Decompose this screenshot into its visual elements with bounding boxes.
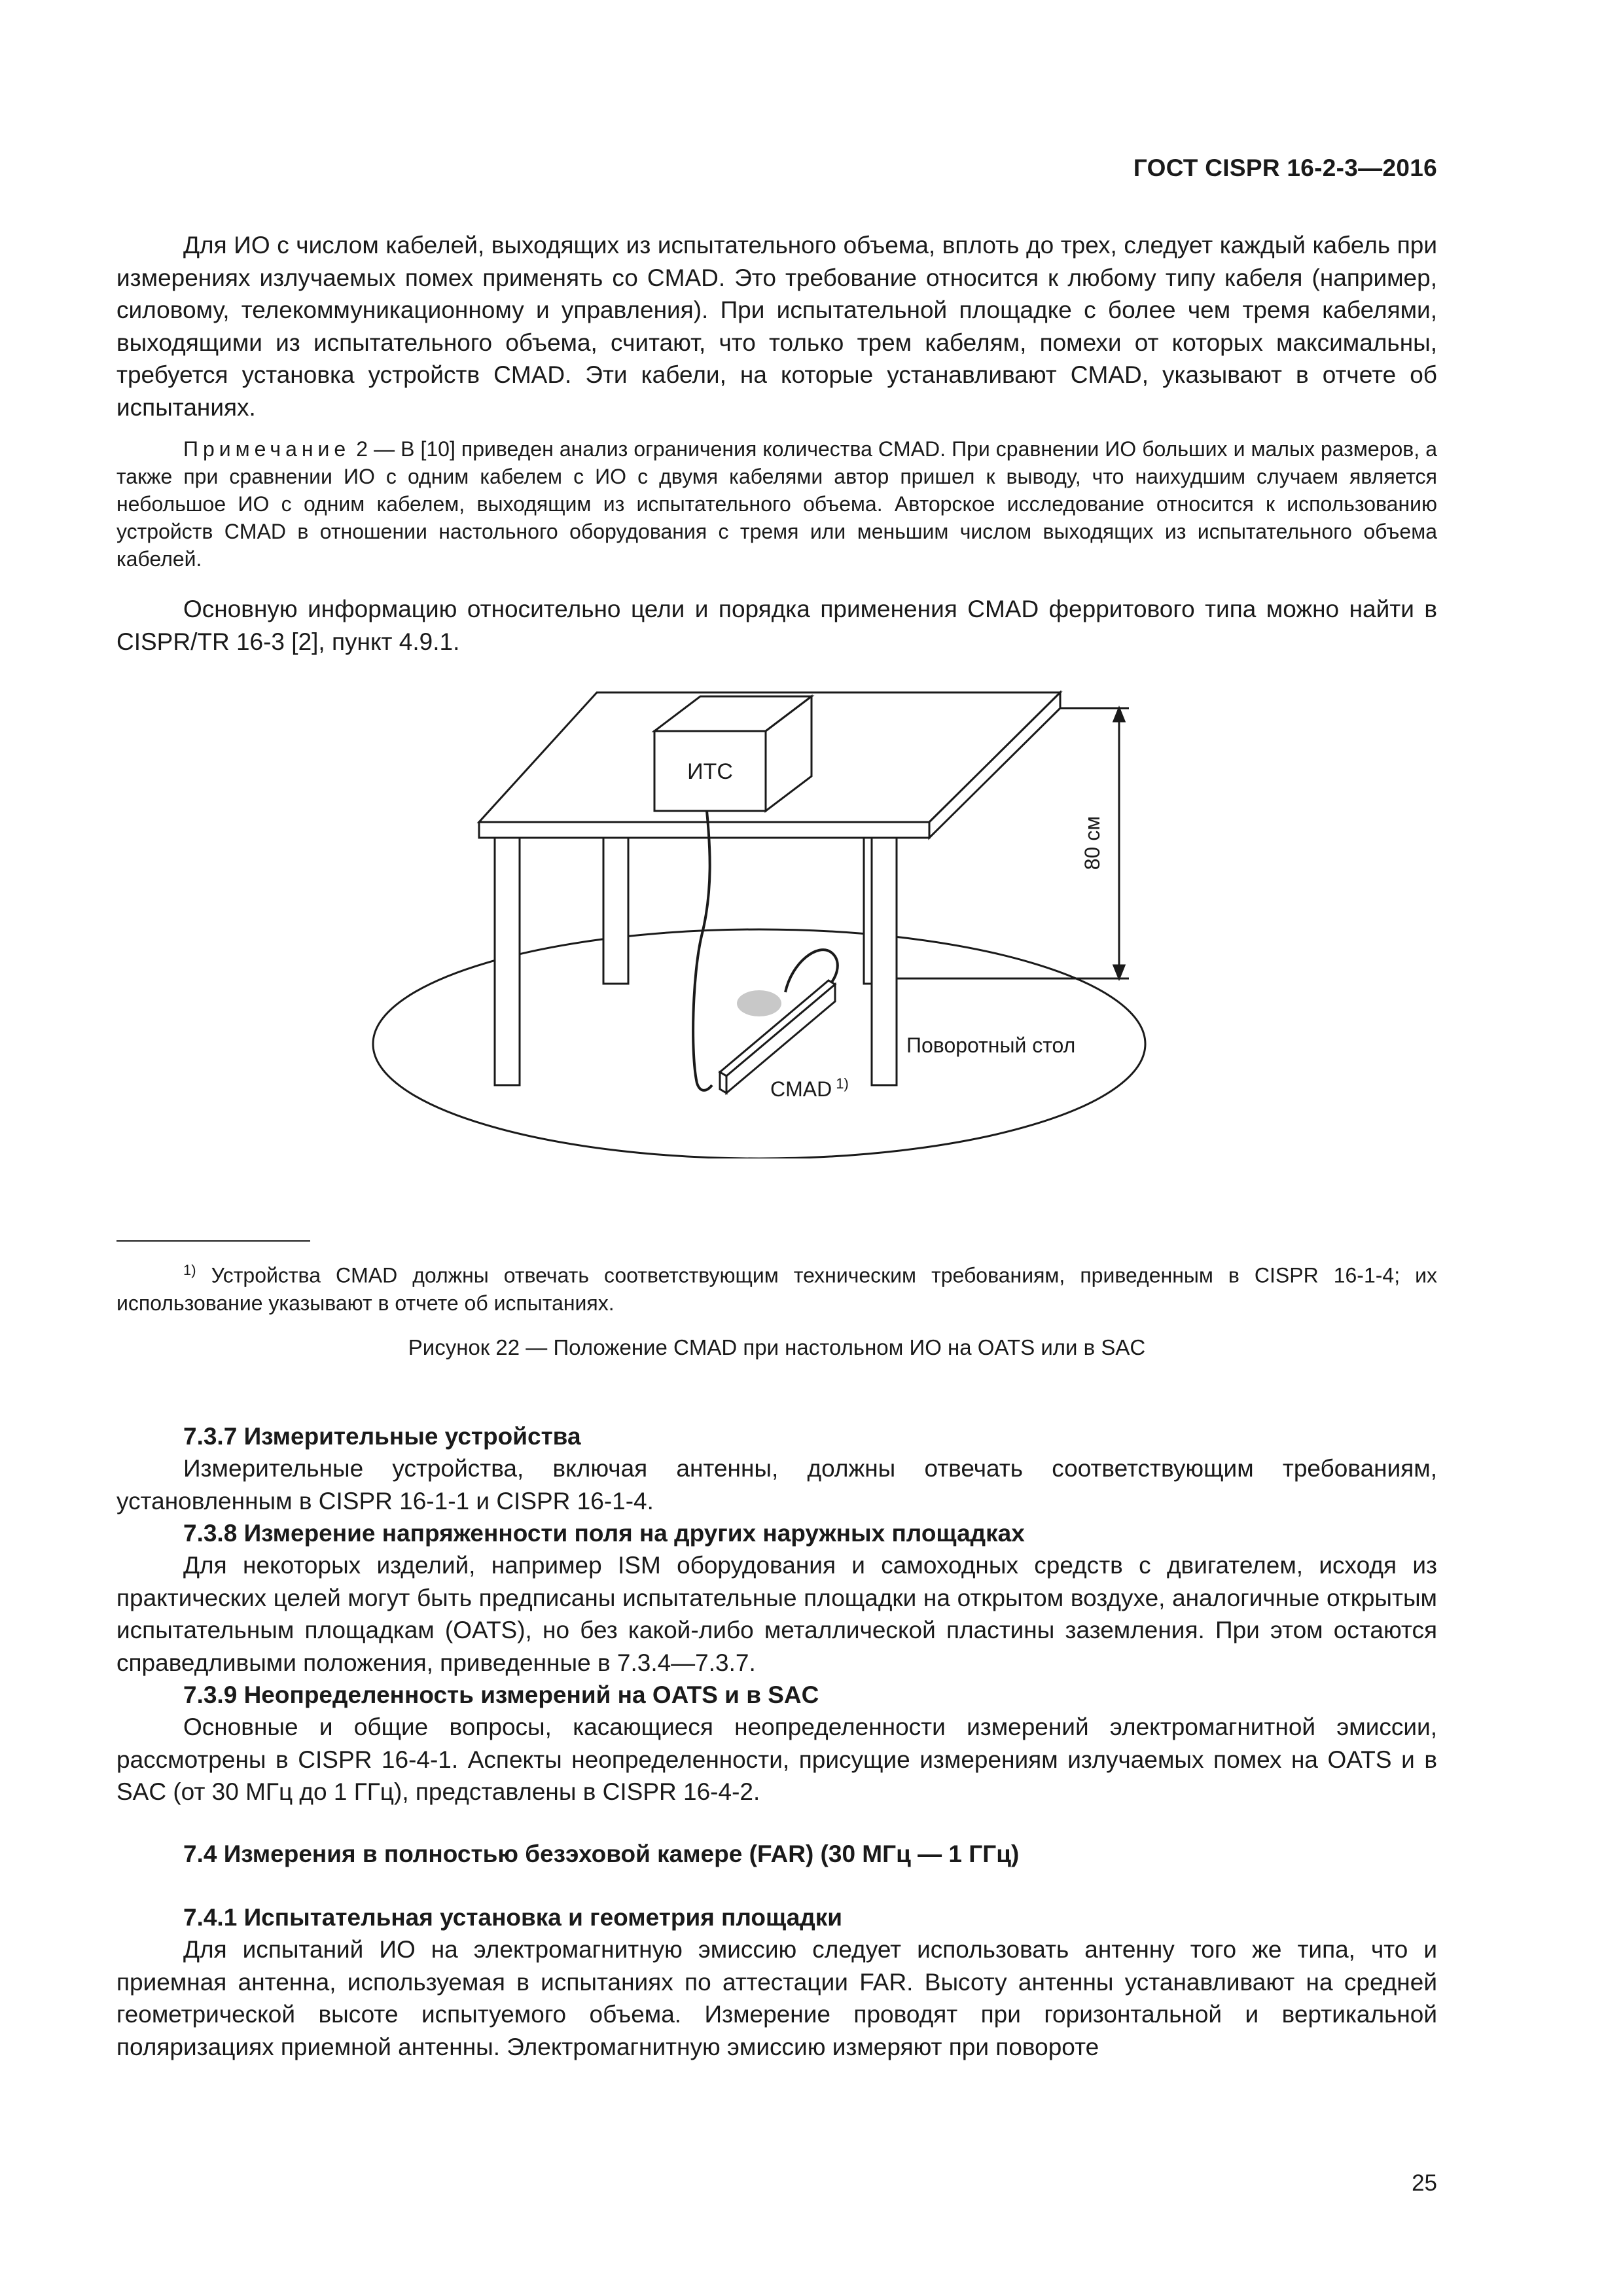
cmad-label bbox=[770, 1075, 849, 1101]
dim-arrow-bottom bbox=[1114, 965, 1124, 978]
heading-7-4: 7.4 Измерения в полностью безэховой камере (FAR) (30 МГц — 1 ГГц) bbox=[183, 1840, 1020, 1867]
heading-7-4-1: 7.4.1 Испытательная установка и геометрия площадки bbox=[183, 1904, 843, 1931]
height-label: 80 см bbox=[1080, 816, 1104, 870]
table-leg-front-left bbox=[495, 838, 520, 1085]
section-7-3-8-text: Для некоторых изделий, например ISM оборудования и самоходных средств с двигателем, исходя из практических целей могут быть предписаны испытательные площадки на открытом воздухе, аналогичные открытым испытательным площадкам (OATS), но без какой-либо металлической пластины заземления. При этом остаются справедливыми положения, приведенные в 7.3.4—7.3.7. bbox=[116, 1552, 1437, 1676]
section-7-4-1-text: Для испытаний ИО на электромагнитную эмиссию следует использовать антенну того же типа, что и приемная антенна, используемая в испытаниях по аттестации FAR. Высоту антенны устанавливают на средней геометрической высоте испытуемого объема. Измерение проводят при горизонтальной и вертикальной поляризациях приемной антенны. Электромагнитную эмиссию измеряют при повороте bbox=[116, 1936, 1437, 2060]
turntable-label: Поворотный стол bbox=[906, 1033, 1076, 1057]
cmad-label-sup: 1) bbox=[836, 1075, 849, 1092]
footnote-divider bbox=[116, 1240, 310, 1242]
figure-22-diagram bbox=[366, 674, 1165, 1158]
footnote-1 bbox=[116, 1257, 1437, 1317]
note-label: Примечание bbox=[183, 437, 351, 461]
section-7-3-7-text: Измерительные устройства, включая антенны, должны отвечать соответствующим требованиям, установленным в CISPR 16-1-1 и CISPR 16-1-4. bbox=[116, 1455, 1437, 1515]
dim-arrow-top bbox=[1114, 708, 1124, 721]
table-top-edge bbox=[479, 822, 929, 838]
note-2 bbox=[116, 435, 1437, 573]
heading-7-3-8: 7.3.8 Измерение напряженности поля на других наружных площадках bbox=[183, 1520, 1025, 1547]
page-number: 25 bbox=[1412, 2170, 1437, 2196]
table-leg-front-right bbox=[872, 838, 897, 1085]
note-text: 2 — В [10] приведен анализ ограничения количества CMAD. При сравнении ИО больших и малых размеров, а также при сравнении ИО с одним кабелем с ИО с двумя кабелями автор пришел к выводу, что наихудшим случаем является небольшое ИО с одним кабелем, выходящим из испытательного объема. Авторское исследование относится к использованию устройств CMAD в отношении настольного оборудования с тремя или меньшим числом выходящих из испытательного объема кабелей. bbox=[116, 437, 1437, 571]
box-label: ИТС bbox=[687, 759, 733, 784]
paragraph-cmad-info: Основную информацию относительно цели и порядка применения CMAD ферритового типа можно найти в CISPR/TR 16-3 [2], пункт 4.9.1. bbox=[116, 596, 1437, 655]
cmad-label-text: CMAD bbox=[770, 1077, 832, 1101]
heading-7-3-7: 7.3.7 Измерительные устройства bbox=[183, 1423, 581, 1450]
cmad-bar-top bbox=[720, 980, 835, 1076]
footnote-text: Устройства CMAD должны отвечать соответствующим техническим требованиям, приведенным в CISPR 16-1-4; их использование указывают в отчете об испытаниях. bbox=[116, 1263, 1437, 1315]
ferrite-patch bbox=[737, 990, 781, 1016]
document-code-header: ГОСТ CISPR 16-2-3—2016 bbox=[1133, 154, 1437, 181]
heading-7-3-9: 7.3.9 Неопределенность измерений на OATS и в SAC bbox=[183, 1681, 819, 1708]
cable-from-box bbox=[693, 811, 712, 1090]
footnote-mark: 1) bbox=[183, 1262, 196, 1278]
section-7-3-9-text: Основные и общие вопросы, касающиеся неопределенности измерений электромагнитной эмиссии, рассмотрены в CISPR 16-4-1. Аспекты неопределенности, присущие измерениям излучаемых помех на OATS и в SAC (от 30 МГц до 1 ГГц), представлены в CISPR 16-4-2. bbox=[116, 1713, 1437, 1805]
table-leg-back-left bbox=[603, 838, 628, 984]
figure-caption: Рисунок 22 — Положение CMAD при настольном ИО на OATS или в SAC bbox=[408, 1335, 1146, 1359]
paragraph-cable-requirements: Для ИО с числом кабелей, выходящих из испытательного объема, вплоть до трех, следует каждый кабель при измерениях излучаемых помех применять со CMAD. Это требование относится к любому типу кабеля (например, силовому, телекоммуникационному и управления). При испытательной площадке с более чем тремя кабелями, выходящими из испытательного объема, считают, что только трем кабелям, помехи от которых максимальны, требуется установка устройств CMAD. Эти кабели, на которые устанавливают CMAD, указывают в отчете об испытаниях. bbox=[116, 232, 1437, 421]
